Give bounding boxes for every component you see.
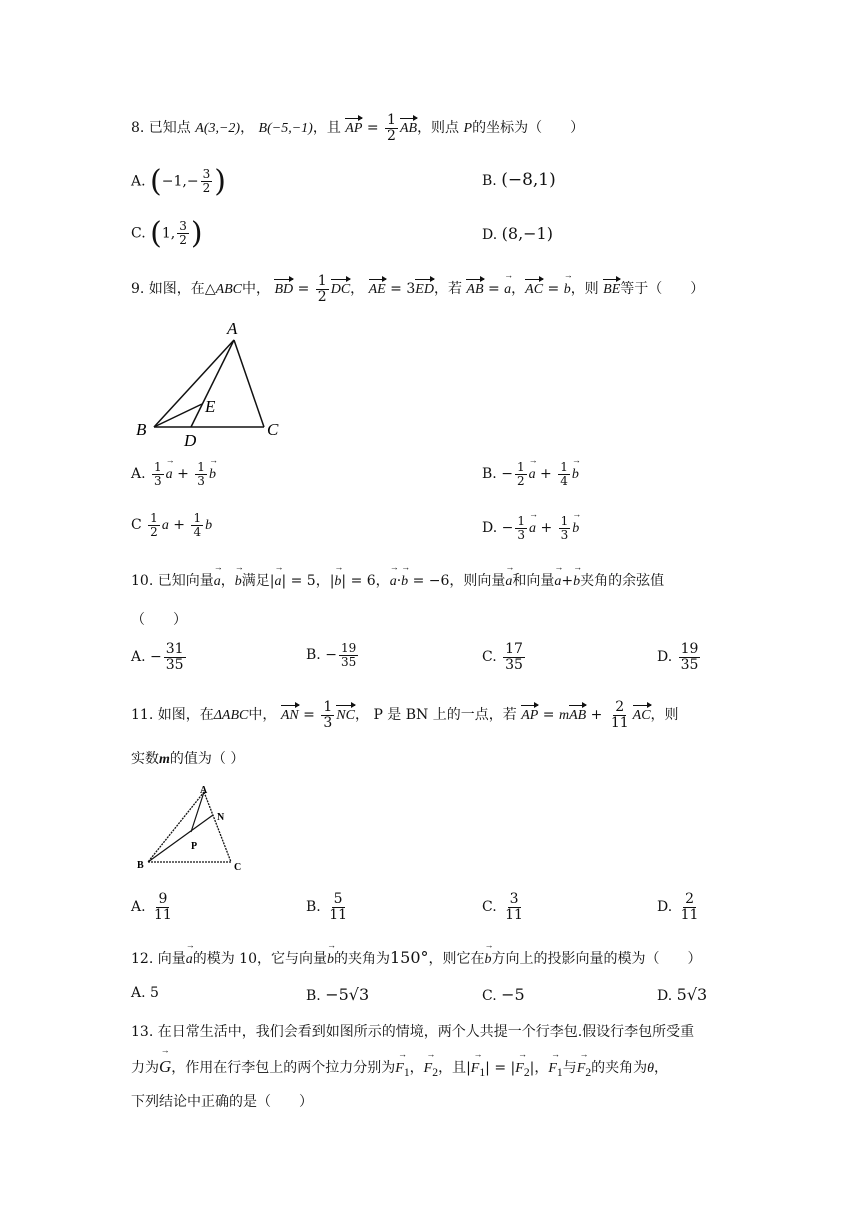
q13-line1: 13. 在日常生活中，我们会看到如图所示的情境，两个人共提一个行李包.假设行李包所受重 — [131, 1024, 695, 1040]
frac: $\frac{9}{11}$ — [154, 891, 172, 923]
q8-cond-suffix: ，则点 — [417, 120, 460, 137]
q10-option-d[interactable] — [657, 642, 702, 672]
q8-vec-ab: AB — [400, 121, 417, 137]
option-label: B. — [306, 647, 321, 664]
option-label: D. — [482, 227, 498, 243]
option-label: A. — [131, 899, 146, 916]
vec-b: → b — [401, 574, 408, 590]
q11-line2 — [131, 748, 244, 768]
q13-line2e: 的夹角为 — [591, 1060, 648, 1076]
q8-ask: 的坐标为（ ） — [472, 120, 585, 137]
frac: $\frac{19}{35}$ — [680, 641, 699, 673]
option-label: A. — [131, 173, 146, 190]
q8-stem — [131, 113, 584, 143]
option-label: A. — [131, 649, 146, 666]
q12-mid1: 的模为 10，它与向量 — [192, 951, 327, 967]
frac: $\frac{1}{3}$ — [517, 514, 526, 542]
q9-option-d[interactable]: D. − $\frac{1}{3}$ → a + $\frac{1}{3}$ → b — [482, 515, 579, 541]
q11-stem-text: 11. 如图，在 — [131, 707, 214, 724]
label-b: B — [136, 420, 147, 439]
q11-vec-an: AN — [281, 708, 299, 724]
q8-cond-prefix: ，且 — [312, 120, 341, 137]
vec-b: → b — [572, 521, 579, 537]
q13-line3: 下列结论中正确的是（ ） — [131, 1094, 313, 1110]
option-label: C. — [482, 988, 497, 1004]
q13-line2: 力为→ G，作用在行李包上的两个拉力分别为→ $F_1$，→ $F_2$，且|→ $F_1|$ = |→ $F_2|$，→ $F_1$与→ $F_2$的夹角为θ， — [131, 1057, 668, 1079]
frac: $\frac{1}{3}$ — [197, 460, 205, 488]
vec-b: → b — [235, 574, 242, 590]
q13-theta: θ — [647, 1061, 655, 1076]
vec-f2: → $F_2$ — [515, 1061, 529, 1079]
q11-triangle-figure — [133, 782, 248, 877]
paren-right: ) — [190, 216, 203, 251]
frac: $\frac{1}{2}$ — [516, 460, 525, 488]
q9-vec-ae: AE — [369, 282, 386, 298]
q13-line2a: 力为 — [131, 1060, 159, 1076]
edge-ab — [154, 340, 234, 427]
q8-c-val: 1, — [161, 225, 176, 242]
vec-b: → b — [564, 282, 571, 298]
frac: $\frac{1}{4}$ — [560, 460, 568, 488]
q12-option-a[interactable] — [131, 985, 159, 1001]
vec-f2: → $F_2$ — [577, 1061, 591, 1079]
q10-ask: ，则向量 — [449, 573, 506, 589]
q8-option-a[interactable] — [131, 164, 226, 199]
q12-c-val: −5 — [501, 985, 525, 1004]
q11-stem: 11. 如图，在ΔABC中， AN = $\frac{1}{3}$ NC ， P 是 BN 上的一点，若 AP = mAB + $\frac{2}{11}$ AC ，则 — [131, 699, 679, 731]
q8-option-d[interactable] — [482, 224, 553, 243]
option-label: A. 5 — [131, 985, 159, 1001]
frac: $\frac{3}{11}$ — [505, 891, 523, 923]
q11-triangle: ΔABC — [213, 708, 249, 724]
q11-line2-text: 实数 — [131, 751, 159, 767]
option-label: A. — [131, 466, 146, 483]
q11-option-a[interactable] — [131, 892, 176, 922]
q8-eq: = — [362, 120, 384, 137]
q10-option-a[interactable]: A. − $\frac{31}{35}$ — [131, 641, 184, 673]
q8-d-val: (8,−1) — [501, 224, 553, 243]
q12-d-val: 5√3 — [676, 985, 708, 1004]
q11-vec-ab: AB — [569, 708, 586, 724]
q8-c-frac: $\frac{3}{2}$ — [179, 219, 187, 247]
segment-be — [154, 404, 202, 427]
q11-m: m — [159, 752, 170, 767]
q12-mid3: ，则它在 — [428, 951, 485, 967]
q10-stem-text: 10. 已知向量 — [131, 573, 214, 589]
q11-vec-ac: AC — [633, 708, 651, 724]
q8-point-b: B(−5,−1) — [258, 121, 313, 137]
option-label: B. — [306, 899, 321, 916]
option-label: C. — [131, 225, 146, 242]
option-label: D. — [482, 520, 498, 537]
q10-option-c[interactable] — [482, 642, 527, 672]
frac: $\frac{1}{3}$ — [154, 460, 162, 488]
q12-angle: 150° — [389, 948, 429, 967]
q13-line2c: ，且 — [438, 1060, 467, 1076]
q8-option-b[interactable] — [482, 170, 556, 190]
q9-vec-dc: DC — [331, 282, 350, 298]
q12-stem-text: 12. 向量 — [131, 951, 186, 967]
vec-a: → a — [214, 574, 221, 590]
q8-a-frac: $\frac{3}{2}$ — [202, 167, 211, 195]
label-p: P — [191, 841, 198, 852]
option-label: C — [131, 517, 142, 534]
q10-ask2: 和向量 — [512, 573, 555, 589]
vec-b: → b — [334, 574, 341, 590]
label-e: E — [205, 397, 216, 416]
edge-ac — [234, 340, 264, 427]
q9-option-b[interactable]: B. − $\frac{1}{2}$ → a + $\frac{1}{4}$ → b — [482, 461, 579, 487]
label-b: B — [137, 860, 144, 871]
q12-option-d[interactable] — [657, 985, 707, 1004]
option-label: B. — [482, 173, 497, 189]
vec-a: → a — [274, 574, 281, 590]
q9-half: $\frac{1}{2}$ — [317, 273, 327, 305]
q9-triangle-figure — [130, 315, 290, 450]
q11-then: ，则 — [650, 707, 679, 724]
vec-a: a — [161, 518, 169, 534]
frac: $\frac{2}{11}$ — [610, 699, 629, 731]
vec-a: → a — [390, 574, 397, 590]
q8-point-a: A(3,−2) — [195, 121, 241, 137]
q8-b-val: (−8,1) — [501, 170, 556, 190]
q8-comma: ， — [240, 120, 255, 137]
label-a: A — [227, 319, 238, 338]
q11-option-d[interactable] — [657, 892, 702, 922]
q9-vec-bd: BD — [274, 282, 293, 298]
q11-ask: 的值为（ ） — [169, 751, 245, 767]
frac: $\frac{1}{3}$ — [323, 699, 333, 731]
q8-option-c[interactable] — [131, 216, 203, 251]
vec-b: → b — [209, 467, 216, 483]
vec-f1: → $F_1$ — [471, 1061, 485, 1079]
q12-ask: 方向上的投影向量的模为（ ） — [491, 951, 702, 967]
q10-stem: 10. 已知向量→ a，→ b满足|→ a| = 5，|→ b| = 6，→ a·→ b = −6，则向量→ a和向量→ a+→ b夹角的余弦值 — [131, 570, 664, 590]
q9-triangle: △ABC — [204, 282, 243, 298]
vec-f2: → $F_2$ — [424, 1061, 438, 1079]
q8-vec-ap: AP — [345, 121, 362, 137]
vec-a: → a — [529, 467, 536, 483]
frac: $\frac{5}{11}$ — [329, 891, 348, 923]
option-label: B. — [306, 988, 321, 1004]
vec-a: → a — [529, 521, 536, 537]
option-label: D. — [657, 649, 673, 666]
q12-b-val: −5√3 — [325, 985, 370, 1004]
q9-vec-be: BE — [603, 282, 620, 298]
q9-stem: 9. 如图，在△ABC中， BD = $\frac{1}{2}$ DC ， AE = 3ED ，若 AB = → a，AC = → b，则 BE 等于（ ） — [131, 274, 704, 304]
option-label: D. — [657, 988, 673, 1004]
q9-ask: 等于（ ） — [620, 281, 705, 298]
vec-b: b — [205, 518, 213, 534]
vec-a: → a — [504, 282, 511, 298]
frac: $\frac{1}{4}$ — [193, 511, 202, 539]
q11-pdesc: P 是 BN 上的一点，若 — [373, 707, 517, 724]
q9-option-c[interactable]: C $\frac{1}{2}$ a + $\frac{1}{4}$ b — [131, 511, 213, 539]
q12-stem — [131, 948, 702, 968]
vec-g: → G — [159, 1057, 171, 1077]
q8-a-val: −1,− — [161, 173, 199, 190]
q11-vec-ap: AP — [521, 708, 538, 724]
q11-vec-nc: NC — [336, 708, 355, 724]
q12-option-b[interactable] — [306, 985, 369, 1004]
vec-a: → a — [554, 574, 561, 590]
vec-a: → a — [166, 467, 173, 483]
q12-option-c[interactable] — [482, 985, 525, 1004]
label-d: D — [184, 431, 197, 450]
q8-half: $\frac{1}{2}$ — [387, 112, 396, 144]
q12-mid2: 的夹角为 — [333, 951, 390, 967]
paren-left: ( — [150, 164, 162, 199]
q9-vec-ac: AC — [525, 282, 543, 298]
label-a: A — [200, 785, 208, 796]
vec-a: → a — [505, 574, 512, 590]
vec-b: → b — [573, 574, 580, 590]
vec-f1: → $F_1$ — [548, 1061, 562, 1079]
q9-option-a[interactable]: A. $\frac{1}{3}$ → a + $\frac{1}{3}$ → b — [131, 461, 216, 487]
q10-line2: （ ） — [131, 612, 187, 628]
frac: $\frac{1}{2}$ — [150, 511, 158, 539]
q11-option-c[interactable] — [482, 892, 527, 922]
option-label: B. — [482, 466, 497, 483]
option-label: C. — [482, 899, 497, 916]
q13-line2b: ，作用在行李包上的两个拉力分别为 — [171, 1060, 396, 1076]
frac: $\frac{31}{35}$ — [165, 641, 184, 673]
q11-option-b[interactable] — [306, 892, 351, 922]
q10-ask3: 夹角的余弦值 — [580, 573, 665, 589]
frac: $\frac{2}{11}$ — [680, 891, 699, 923]
option-label: C. — [482, 649, 497, 666]
q9-stem-text: 9. 如图，在 — [131, 281, 205, 298]
frac: $\frac{17}{35}$ — [505, 641, 523, 673]
q9-vec-ed: ED — [415, 282, 434, 298]
q8-p: P — [463, 121, 473, 137]
option-label: D. — [657, 899, 673, 916]
label-c: C — [234, 862, 242, 873]
vec-b: → b — [572, 467, 579, 483]
paren-left: ( — [150, 216, 162, 251]
vec-a: → a — [186, 952, 193, 968]
q9-mid: 中， — [242, 281, 271, 298]
paren-right: ) — [214, 164, 226, 199]
frac: $\frac{1}{3}$ — [560, 514, 569, 542]
label-c: C — [267, 420, 279, 439]
q8-stem-text: 8. 已知点 — [131, 120, 191, 137]
q10-option-b[interactable]: B. − $\frac{19}{35}$ — [306, 641, 357, 669]
segment-bn — [148, 815, 213, 862]
vec-b: → b — [485, 952, 492, 968]
q9-vec-ab: AB — [466, 282, 483, 298]
edge-ac — [204, 792, 231, 862]
q13-line2d: 与 — [562, 1060, 577, 1076]
vec-f1: → $F_1$ — [395, 1061, 409, 1079]
frac: $\frac{19}{35}$ — [340, 641, 357, 669]
label-n: N — [217, 812, 225, 823]
vec-b: → b — [327, 952, 334, 968]
